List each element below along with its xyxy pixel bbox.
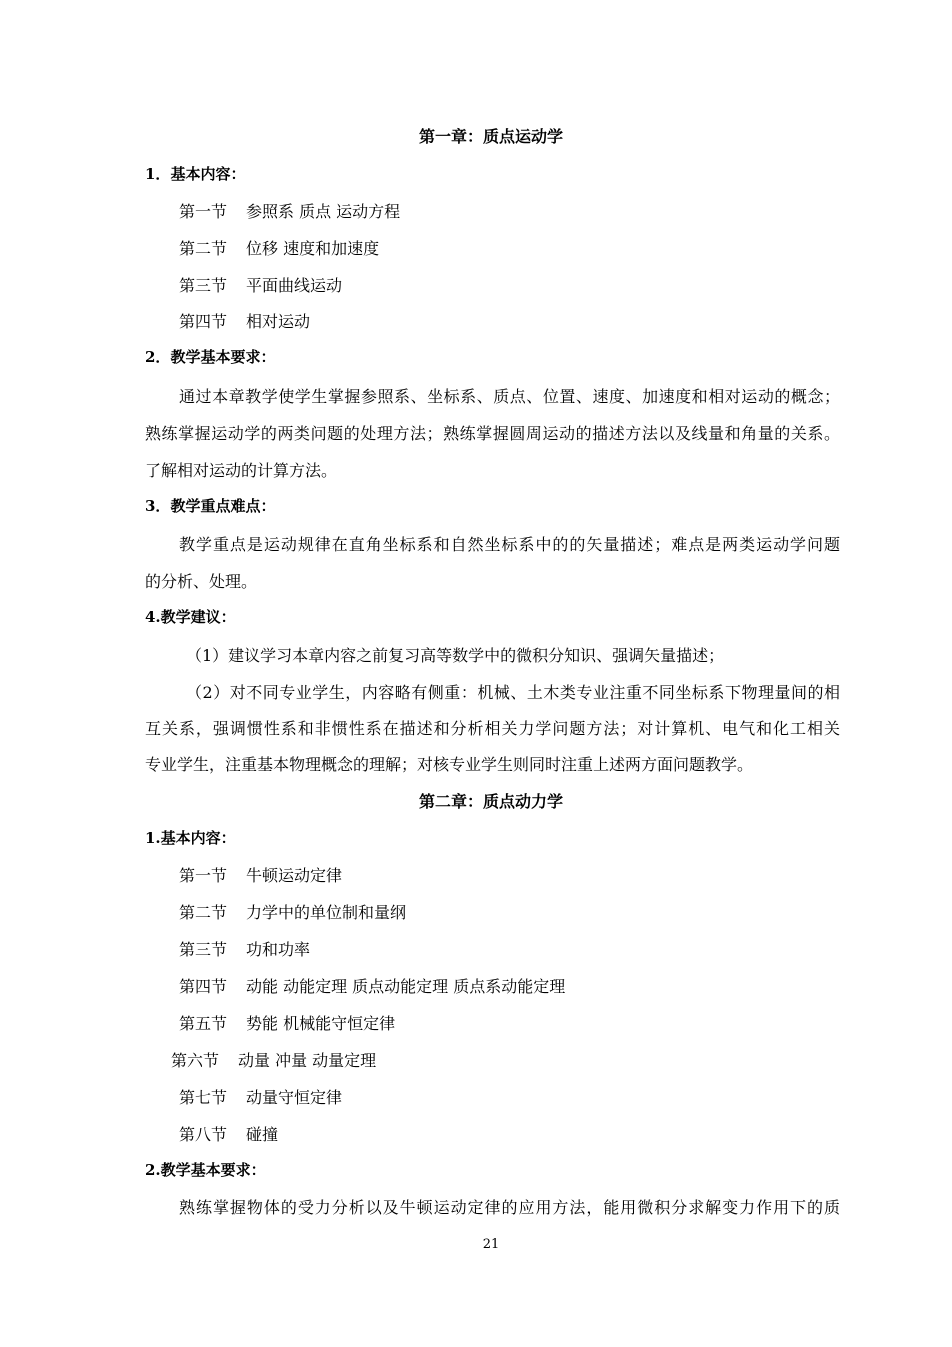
ch1-section-1 <box>179 199 400 222</box>
section-number: 第四节 <box>179 977 228 996</box>
ch2-section-6 <box>171 1048 376 1071</box>
section-number: 第四节 <box>179 312 228 331</box>
ch1-advice-line-2: （2）对不同专业学生，内容略有侧重：机械、土木类专业注重不同坐标系下物理量间的相 <box>186 683 840 702</box>
chapter-2-heading-requirements <box>145 1159 266 1180</box>
ch1-key-points-line-2: 的分析、处理。 <box>145 572 258 591</box>
section-title: 牛顿运动定律 <box>246 866 343 885</box>
ch1-section-4 <box>179 309 310 332</box>
ch1-key-points-line-1: 教学重点是运动规律在直角坐标系和自然坐标系中的的矢量描述；难点是两类运动学问题 <box>179 535 840 554</box>
section-number: 第二节 <box>179 903 228 922</box>
ch2-section-4 <box>179 974 565 997</box>
ch1-advice-line-3: 互关系，强调惯性系和非惯性系在描述和分析相关力学问题方法；对计算机、电气和化工相关 <box>145 719 840 738</box>
heading-number: 1． <box>145 165 171 183</box>
chapter-1-heading-content <box>145 163 245 184</box>
heading-text: 教学重点难点： <box>170 497 276 515</box>
ch1-advice-line-1: （1）建议学习本章内容之前复习高等数学中的微积分知识、强调矢量描述； <box>186 646 725 665</box>
page-number: 21 <box>482 1237 500 1252</box>
ch1-requirements-line-1: 通过本章教学使学生掌握参照系、坐标系、质点、位置、速度、加速度和相对运动的概念； <box>179 387 840 406</box>
section-title: 力学中的单位制和量纲 <box>246 903 407 922</box>
heading-text: 教学基本要求： <box>160 1161 266 1179</box>
heading-number: 3． <box>145 497 171 515</box>
ch1-section-2 <box>179 236 379 259</box>
heading-number: 2. <box>145 1161 161 1179</box>
section-number: 第八节 <box>179 1125 228 1144</box>
ch2-section-3 <box>179 937 310 960</box>
section-title: 势能 机械能守恒定律 <box>246 1014 396 1033</box>
ch1-advice-line-4: 专业学生，注重基本物理概念的理解；对核专业学生则同时注重上述两方面问题教学。 <box>145 755 754 774</box>
heading-number: 2． <box>145 348 171 366</box>
ch2-section-5 <box>179 1011 395 1034</box>
section-title: 位移 速度和加速度 <box>246 239 380 258</box>
chapter-2-title: 第二章：质点动力学 <box>418 792 563 811</box>
ch1-requirements-line-2: 熟练掌握运动学的两类问题的处理方法；熟练掌握圆周运动的描述方法以及线量和角量的关系。 <box>145 424 840 443</box>
section-number: 第五节 <box>179 1014 228 1033</box>
section-number: 第六节 <box>171 1051 220 1070</box>
ch1-section-3 <box>179 273 342 296</box>
ch2-section-2 <box>179 900 406 923</box>
section-title: 动量 冲量 动量定理 <box>238 1051 377 1070</box>
chapter-1-title: 第一章：质点运动学 <box>418 127 563 146</box>
section-number: 第一节 <box>179 866 228 885</box>
section-number: 第七节 <box>179 1088 228 1107</box>
ch2-section-8 <box>179 1122 278 1145</box>
chapter-1-heading-key-points <box>145 495 275 516</box>
chapter-1-heading-advice <box>145 606 236 627</box>
ch2-section-7 <box>179 1085 342 1108</box>
chapter-2-heading-content <box>145 827 236 848</box>
heading-number: 4. <box>145 608 161 626</box>
heading-number: 1. <box>145 829 161 847</box>
section-number: 第三节 <box>179 276 228 295</box>
section-title: 动能 动能定理 质点动能定理 质点系动能定理 <box>246 977 566 996</box>
section-title: 动量守恒定律 <box>246 1088 343 1107</box>
section-title: 碰撞 <box>246 1125 279 1144</box>
heading-text: 教学基本要求： <box>170 348 276 366</box>
heading-text: 教学建议： <box>160 608 236 626</box>
section-title: 相对运动 <box>246 312 311 331</box>
ch2-section-1 <box>179 863 342 886</box>
section-number: 第二节 <box>179 239 228 258</box>
section-title: 参照系 质点 运动方程 <box>246 202 401 221</box>
ch2-requirements-line-1: 熟练掌握物体的受力分析以及牛顿运动定律的应用方法，能用微积分求解变力作用下的质 <box>179 1198 840 1217</box>
section-number: 第三节 <box>179 940 228 959</box>
ch1-requirements-line-3: 了解相对运动的计算方法。 <box>145 461 338 480</box>
section-number: 第一节 <box>179 202 228 221</box>
heading-text: 基本内容： <box>170 165 246 183</box>
section-title: 平面曲线运动 <box>246 276 343 295</box>
chapter-1-heading-requirements <box>145 346 275 367</box>
section-title: 功和功率 <box>246 940 311 959</box>
heading-text: 基本内容： <box>160 829 236 847</box>
